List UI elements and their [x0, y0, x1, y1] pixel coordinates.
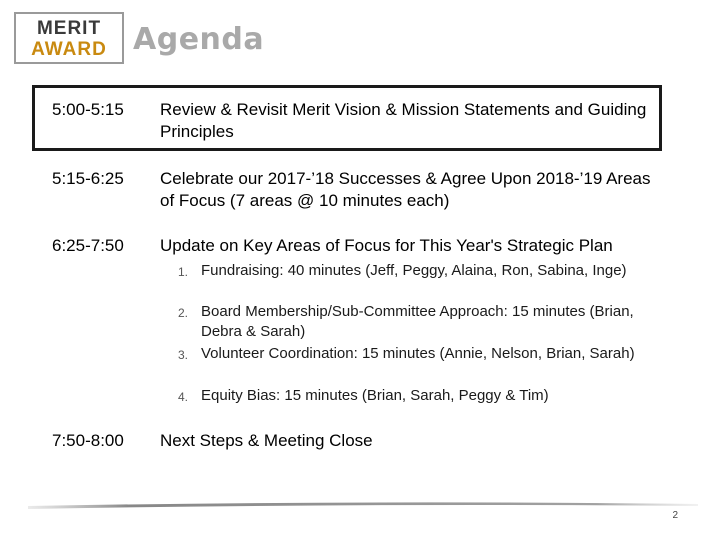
logo-line-2: AWARD — [31, 39, 107, 60]
list-item-text: Equity Bias: 15 minutes (Brian, Sarah, Peggy & Tim) — [201, 387, 549, 404]
agenda-time: 5:00-5:15 — [52, 100, 124, 119]
merit-award-logo — [14, 12, 124, 64]
agenda-description: Next Steps & Meeting Close — [160, 431, 373, 450]
list-item-text: Volunteer Coordination: 15 minutes (Annie, Nelson, Brian, Sarah) — [201, 345, 635, 362]
agenda-description: Celebrate our 2017-’18 Successes & Agree Upon 2018-’19 Areas of Focus (7 areas @ 10 minutes each) — [160, 169, 651, 210]
footer-divider — [28, 500, 698, 509]
agenda-description: Update on Key Areas of Focus for This Year's Strategic Plan — [160, 236, 613, 255]
page-title: Agenda — [133, 22, 265, 57]
agenda-description: Review & Revisit Merit Vision & Mission Statements and Guiding Principles — [160, 100, 647, 141]
page-number: 2 — [672, 510, 678, 521]
list-item-number: 2. — [178, 306, 189, 320]
logo-line-1: MERIT — [36, 18, 102, 39]
agenda-time: 5:15-6:25 — [52, 169, 124, 188]
agenda-time: 6:25-7:50 — [52, 236, 124, 255]
list-item-number: 1. — [178, 265, 189, 279]
list-item-number: 4. — [178, 390, 189, 404]
list-item-text: Fundraising: 40 minutes (Jeff, Peggy, Alaina, Ron, Sabina, Inge) — [201, 262, 627, 279]
agenda-time: 7:50-8:00 — [52, 431, 124, 450]
list-item-text: Board Membership/Sub-Committee Approach: 15 minutes (Brian, Debra & Sarah) — [201, 303, 634, 340]
list-item-number: 3. — [178, 348, 189, 362]
